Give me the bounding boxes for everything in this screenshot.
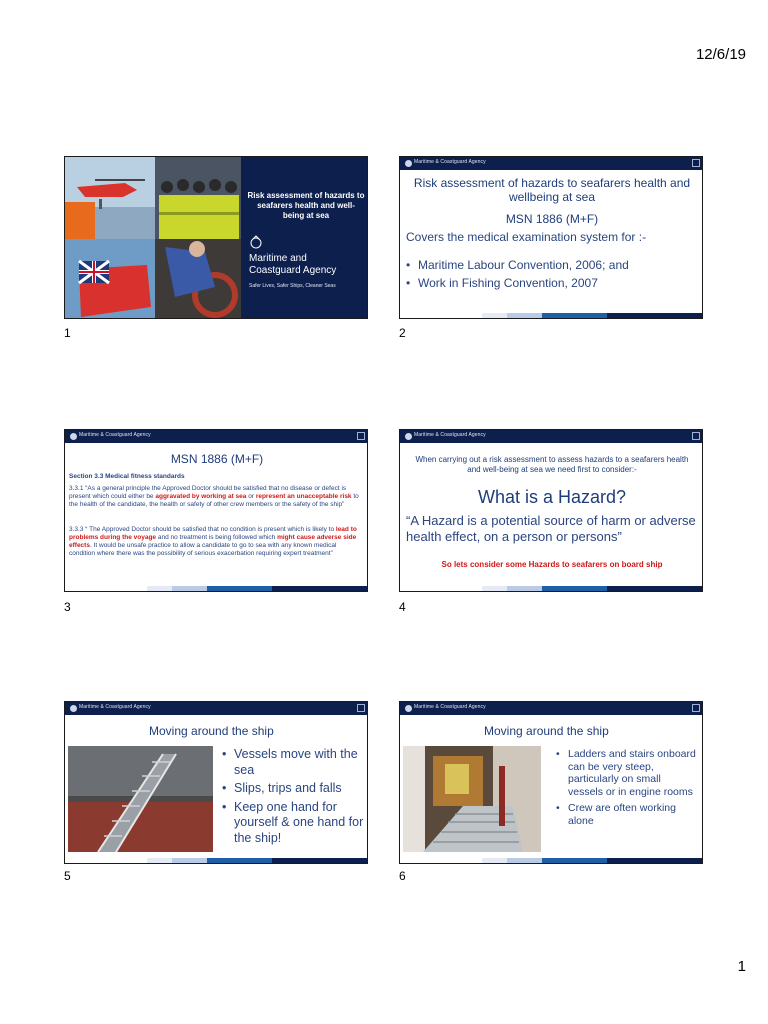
slide-5[interactable]	[64, 701, 368, 864]
slide-1-agency-line2: Coastguard Agency	[249, 265, 337, 276]
highlight-text: aggravated by working at sea	[155, 493, 247, 500]
text-run: 3.3.1 “As a general principle the Approved Doctor should be satisfied that no disease or defect is present which could either be	[69, 485, 347, 500]
slide-4-quote: “A Hazard is a potential source of harm or adverse health effect, on a person or persons”	[406, 513, 696, 544]
slide-2-subtitle: MSN 1886 (M+F)	[505, 212, 599, 226]
slide-number-2: 2	[399, 326, 406, 340]
page-date: 12/6/19	[695, 46, 746, 63]
footer-bar	[542, 586, 607, 591]
slide-header	[65, 430, 367, 443]
footer-bar	[542, 858, 607, 863]
footer-bar	[272, 858, 367, 863]
slide-1-title: Risk assessment of hazards to seafarers health and well-being at sea	[247, 191, 365, 220]
footer-bar	[607, 313, 702, 318]
footer-bar	[607, 858, 702, 863]
slide-header	[400, 157, 702, 170]
slide-4-red-line: So lets consider some Hazards to seafarers on board ship	[441, 560, 663, 569]
list-item: • Slips, trips and falls	[222, 781, 364, 797]
corner-square-icon	[357, 704, 365, 712]
slide-3[interactable]	[64, 429, 368, 592]
highlight-text: represent an unacceptable risk	[255, 493, 352, 500]
footer-bar	[147, 858, 172, 863]
slide-6-engine-room-photo	[403, 746, 541, 852]
highlight-text: might cause adverse side effects	[69, 534, 357, 549]
header-org: Maritime & Coastguard Agency	[79, 704, 151, 710]
page-number: 1	[737, 958, 746, 975]
slide-header	[400, 702, 702, 715]
slide-1-title-panel	[241, 157, 368, 319]
crest-icon	[249, 235, 263, 249]
slide-3-title: MSN 1886 (M+F)	[170, 452, 264, 466]
slide-1-photo-collage	[65, 157, 241, 319]
footer-bar	[207, 586, 272, 591]
slide-6[interactable]	[399, 701, 703, 864]
crest-icon	[70, 433, 77, 440]
text-run: . It would be unsafe practice to allow a candidate to go to sea with any known medical condition where there was the possibility of serious exacerbation requiring expert treatment”	[69, 542, 337, 557]
slide-2[interactable]	[399, 156, 703, 319]
slide-number-4: 4	[399, 600, 406, 614]
slide-5-gangway-photo	[68, 746, 213, 852]
slide-1[interactable]	[64, 156, 368, 319]
slide-number-5: 5	[64, 869, 71, 883]
slide-number-3: 3	[64, 600, 71, 614]
highlight-text: lead to problems during the voyage	[69, 526, 357, 541]
footer-bar	[507, 586, 542, 591]
crest-icon	[405, 160, 412, 167]
text-run: to the health of the candidate, the health or safety of other crew members or the safety of the ship”	[69, 493, 359, 508]
text-run: and no treatment is being followed which	[156, 534, 278, 541]
list-item: • Work in Fishing Convention, 2007	[406, 274, 698, 292]
slide-number-6: 6	[399, 869, 406, 883]
footer-bar	[507, 313, 542, 318]
slide-6-bullets	[556, 748, 696, 827]
crest-icon	[405, 433, 412, 440]
list-item: • Vessels move with the sea	[222, 747, 364, 778]
slide-2-intro: Covers the medical examination system for :-	[406, 230, 647, 244]
footer-bar	[147, 586, 172, 591]
corner-square-icon	[357, 432, 365, 440]
header-org: Maritime & Coastguard Agency	[414, 159, 486, 165]
slide-3-section: Section 3.3 Medical fitness standards	[69, 473, 185, 480]
slide-6-title: Moving around the ship	[484, 724, 609, 738]
slide-4[interactable]	[399, 429, 703, 592]
list-item: • Ladders and stairs onboard can be very steep, particularly on small vessels or in engine rooms	[556, 748, 696, 798]
crest-icon	[405, 705, 412, 712]
slide-3-paragraph-2	[69, 526, 363, 558]
list-item: • Crew are often working alone	[556, 802, 696, 827]
header-org: Maritime & Coastguard Agency	[414, 432, 486, 438]
text-run: or	[246, 493, 256, 500]
footer-bar	[272, 586, 367, 591]
slide-2-title: Risk assessment of hazards to seafarers health and wellbeing at sea	[413, 176, 691, 204]
header-org: Maritime & Coastguard Agency	[79, 432, 151, 438]
text-run: 3.3.3 “ The Approved Doctor should be satisfied that no condition is present which is likely to	[69, 526, 336, 533]
footer-bar	[482, 313, 507, 318]
list-item: • Keep one hand for yourself & one hand for the ship!	[222, 800, 364, 847]
footer-bar	[607, 586, 702, 591]
footer-bar	[482, 858, 507, 863]
footer-bar	[207, 858, 272, 863]
footer-bar	[482, 586, 507, 591]
slide-4-heading: What is a Hazard?	[477, 487, 627, 507]
footer-bar	[542, 313, 607, 318]
slide-1-tagline: Safer Lives, Safer Ships, Cleaner Seas	[249, 283, 336, 289]
slide-5-title: Moving around the ship	[149, 724, 274, 738]
footer-bar	[172, 858, 207, 863]
slide-4-intro: When carrying out a risk assessment to assess hazards to a seafarers health and well-being at sea we need first to consider:-	[415, 455, 689, 474]
crest-icon	[70, 705, 77, 712]
corner-square-icon	[692, 432, 700, 440]
list-item: • Maritime Labour Convention, 2006; and	[406, 256, 698, 274]
corner-square-icon	[692, 159, 700, 167]
slide-3-paragraph-1	[69, 485, 363, 509]
slide-header	[400, 430, 702, 443]
footer-bar	[172, 586, 207, 591]
header-org: Maritime & Coastguard Agency	[414, 704, 486, 710]
footer-bar	[507, 858, 542, 863]
corner-square-icon	[692, 704, 700, 712]
slide-5-bullets	[222, 747, 364, 846]
slide-2-bullets	[406, 256, 698, 292]
slide-number-1: 1	[64, 326, 71, 340]
slide-1-agency-line1: Maritime and	[249, 253, 307, 264]
slide-header	[65, 702, 367, 715]
